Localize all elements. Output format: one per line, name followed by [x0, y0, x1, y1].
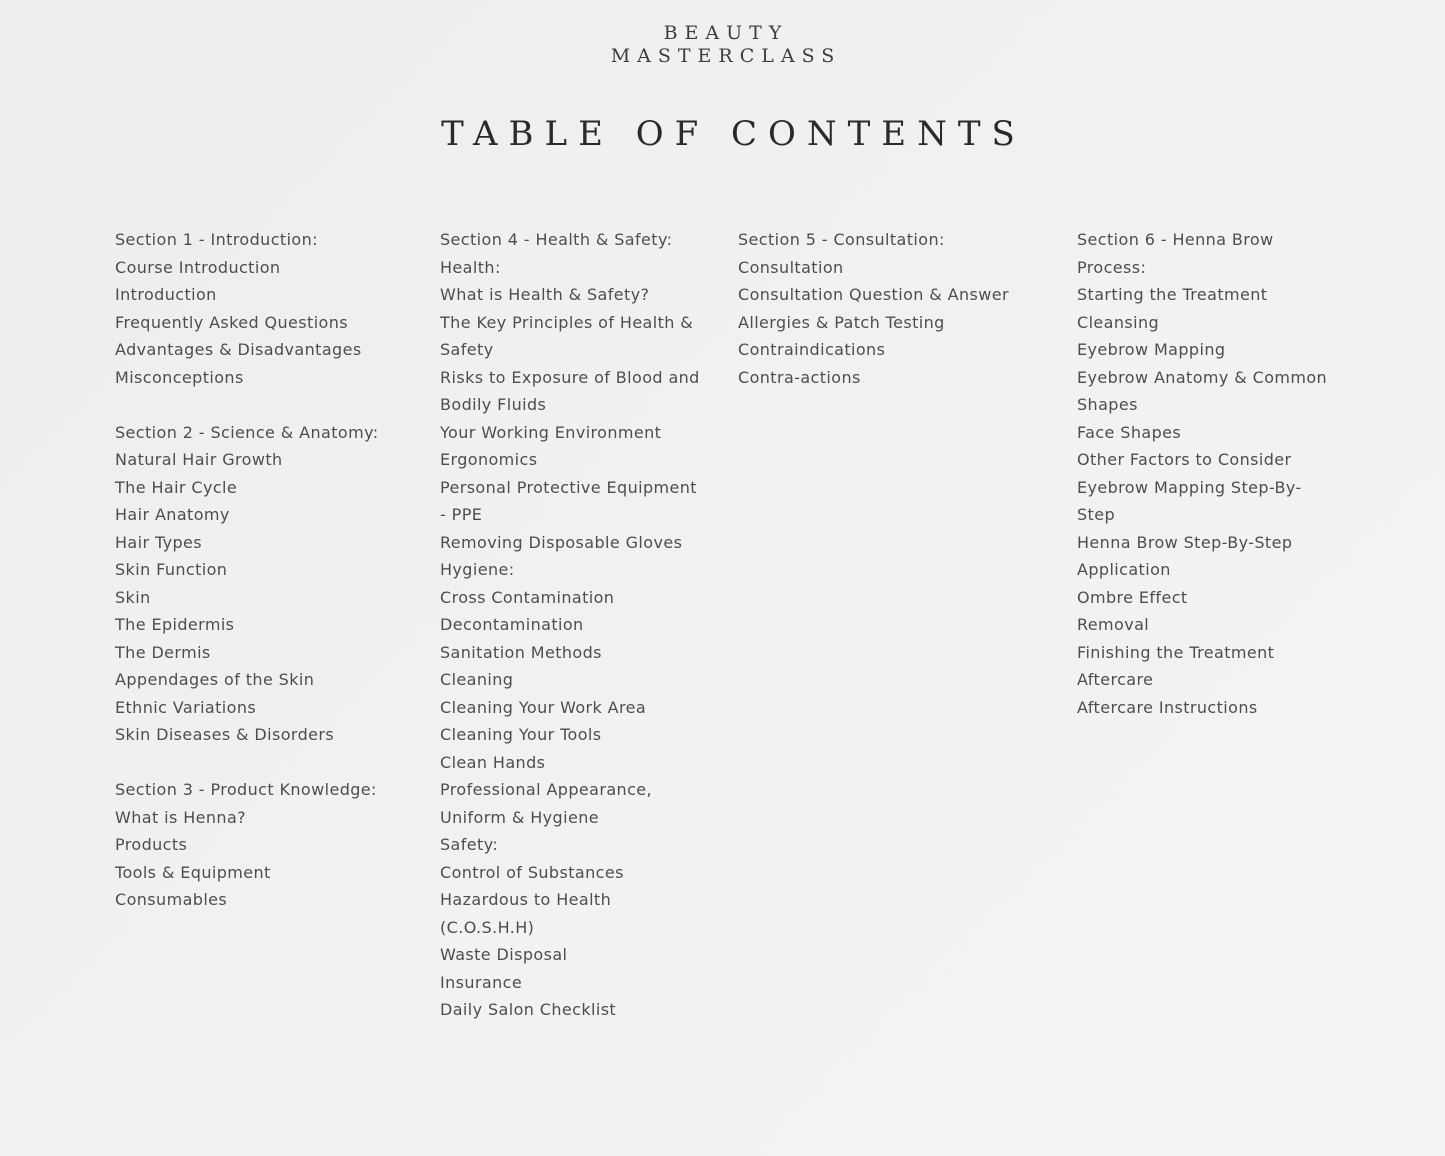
- toc-spacer: [115, 391, 379, 419]
- toc-entry: Professional Appearance,: [440, 780, 652, 799]
- toc-entry: The Epidermis: [115, 615, 235, 634]
- toc-entry: Misconceptions: [115, 367, 244, 387]
- toc-entry: Application: [1077, 560, 1171, 579]
- toc-column-4: [1077, 226, 1327, 721]
- toc-entry: Removing Disposable Gloves: [440, 532, 683, 552]
- toc-entry: Eyebrow Mapping: [1077, 340, 1226, 359]
- toc-entry: Starting the Treatment: [1077, 285, 1268, 304]
- brand-logo: [0, 22, 1445, 68]
- toc-entry: The Hair Cycle: [115, 477, 238, 497]
- toc-entry: Skin: [115, 587, 151, 607]
- toc-entry: Cleaning: [440, 670, 514, 689]
- toc-entry: Risks to Exposure of Blood and: [440, 367, 700, 387]
- toc-entry: (C.O.S.H.H): [440, 917, 535, 937]
- page-title: TABLE OF CONTENTS: [441, 114, 1026, 154]
- toc-entry: Step: [1077, 505, 1116, 524]
- toc-entry: Finishing the Treatment: [1077, 642, 1275, 662]
- toc-entry: Consumables: [115, 890, 228, 909]
- toc-section-heading: Section 4 - Health & Safety:: [440, 230, 673, 249]
- toc-entry: Ombre Effect: [1077, 587, 1188, 607]
- toc-entry: Other Factors to Consider: [1077, 450, 1292, 469]
- toc-entry: Cleansing: [1077, 312, 1160, 332]
- toc-entry: Cleaning Your Work Area: [440, 697, 647, 717]
- toc-entry: Introduction: [115, 285, 217, 304]
- toc-entry: Clean Hands: [440, 752, 546, 772]
- toc-entry: Skin Function: [115, 560, 228, 579]
- toc-entry: Waste Disposal: [440, 945, 568, 964]
- toc-section-heading: Section 6 - Henna Brow: [1077, 230, 1274, 249]
- toc-entry: Aftercare: [1077, 670, 1154, 689]
- toc-entry: Eyebrow Mapping Step-By-: [1077, 477, 1302, 497]
- toc-entry: Shapes: [1077, 395, 1138, 414]
- toc-entry: The Key Principles of Health &: [440, 312, 694, 332]
- toc-entry: - PPE: [440, 505, 483, 524]
- toc-entry: Consultation Question & Answer: [738, 285, 1009, 304]
- toc-section-heading: Section 5 - Consultation:: [738, 230, 945, 249]
- toc-entry: Safety: [440, 340, 494, 359]
- toc-entry: Cross Contamination: [440, 587, 615, 607]
- toc-entry: Bodily Fluids: [440, 395, 547, 414]
- toc-column-2: [440, 226, 700, 1024]
- toc-entry: Uniform & Hygiene: [440, 807, 599, 827]
- toc-entry: Insurance: [440, 972, 523, 992]
- toc-entry: Removal: [1077, 615, 1150, 634]
- toc-entry: Hair Anatomy: [115, 505, 230, 524]
- toc-entry: What is Henna?: [115, 807, 247, 827]
- toc-section-heading: Section 1 - Introduction:: [115, 230, 318, 249]
- toc-entry: Control of Substances: [440, 862, 624, 882]
- toc-entry: Hair Types: [115, 532, 203, 552]
- toc-section-heading: Section 2 - Science & Anatomy:: [115, 422, 379, 442]
- toc-entry: Contraindications: [738, 340, 886, 359]
- toc-entry: Frequently Asked Questions: [115, 312, 349, 332]
- toc-entry: Cleaning Your Tools: [440, 725, 602, 744]
- toc-entry: Natural Hair Growth: [115, 450, 283, 469]
- toc-entry: Hygiene:: [440, 560, 515, 579]
- toc-entry: Products: [115, 835, 188, 854]
- toc-entry: Tools & Equipment: [115, 862, 271, 882]
- toc-column-1: [115, 226, 379, 914]
- brand-line-2: MASTERCLASS: [610, 45, 842, 67]
- toc-entry: Health:: [440, 257, 501, 277]
- toc-entry: Contra-actions: [738, 367, 861, 387]
- toc-entry: What is Health & Safety?: [440, 285, 650, 304]
- toc-column-3: [738, 226, 1009, 391]
- toc-entry: Face Shapes: [1077, 422, 1182, 442]
- toc-entry: Hazardous to Health: [440, 890, 612, 909]
- toc-entry: Sanitation Methods: [440, 642, 602, 662]
- toc-entry: Allergies & Patch Testing: [738, 312, 945, 332]
- toc-entry: Aftercare Instructions: [1077, 697, 1258, 717]
- toc-entry: Henna Brow Step-By-Step: [1077, 532, 1293, 552]
- toc-entry: Consultation: [738, 257, 844, 277]
- toc-entry: Process:: [1077, 257, 1147, 277]
- toc-entry: Decontamination: [440, 615, 584, 634]
- toc-entry: Skin Diseases & Disorders: [115, 725, 335, 744]
- toc-entry: Ethnic Variations: [115, 697, 257, 717]
- toc-entry: Daily Salon Checklist: [440, 1000, 617, 1019]
- toc-entry: Appendages of the Skin: [115, 670, 315, 689]
- toc-entry: The Dermis: [115, 642, 211, 662]
- toc-entry: Ergonomics: [440, 450, 538, 469]
- toc-entry: Your Working Environment: [440, 422, 662, 442]
- toc-entry: Advantages & Disadvantages: [115, 340, 362, 359]
- toc-entry: Personal Protective Equipment: [440, 477, 697, 497]
- toc-entry: Eyebrow Anatomy & Common: [1077, 367, 1328, 387]
- toc-spacer: [115, 749, 379, 777]
- toc-entry: Course Introduction: [115, 257, 281, 277]
- brand-line-1: BEAUTY: [663, 22, 789, 44]
- toc-section-heading: Section 3 - Product Knowledge:: [115, 780, 377, 799]
- toc-entry: Safety:: [440, 835, 499, 854]
